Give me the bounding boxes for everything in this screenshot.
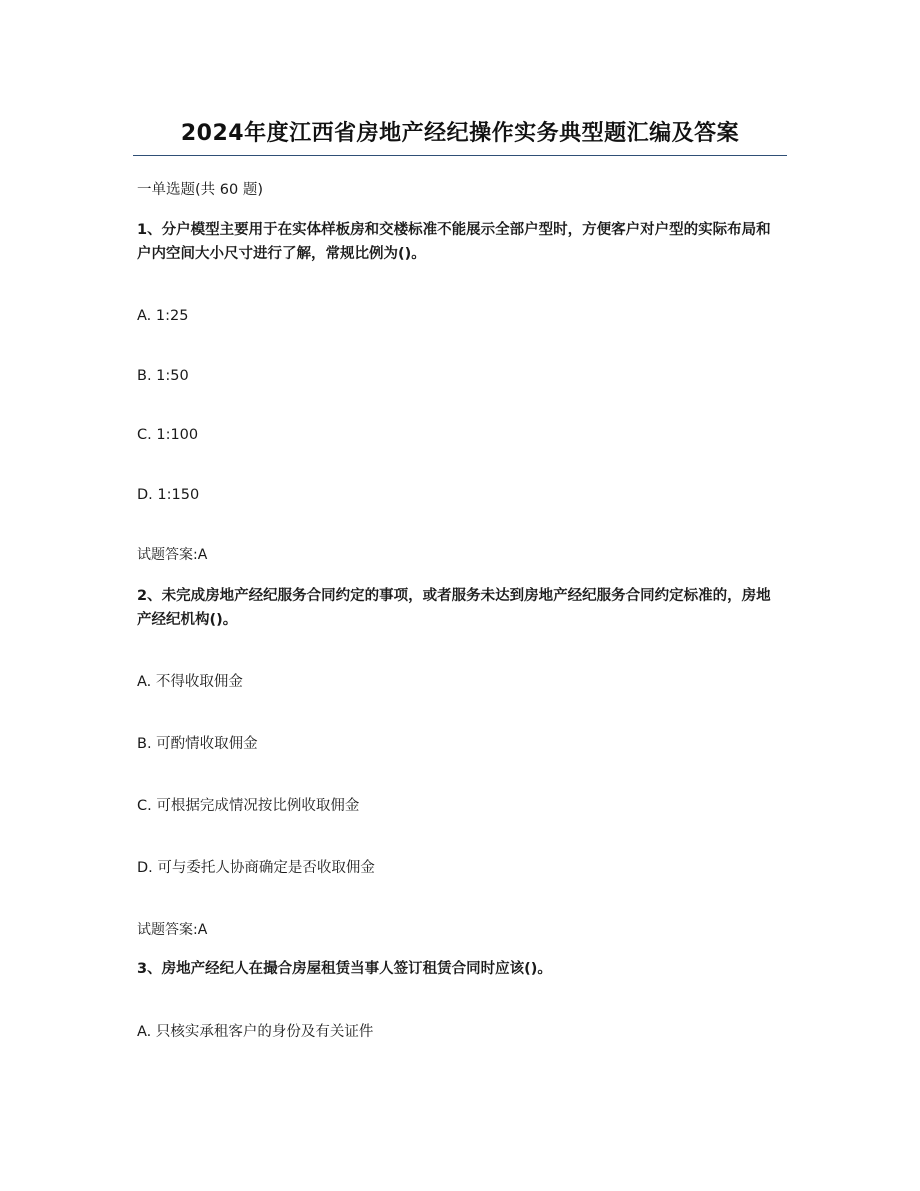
question-1-stem: 1、分户模型主要用于在实体样板房和交楼标准不能展示全部户型时，方便客户对户型的实际布局和户内空间大小尺寸进行了解，常规比例为()。 xyxy=(137,222,771,262)
question-2-stem: 2、未完成房地产经纪服务合同约定的事项，或者服务未达到房地产经纪服务合同约定标准的，房地产经纪机构()。 xyxy=(137,588,771,628)
question-2-option-c: C. 可根据完成情况按比例收取佣金 xyxy=(137,798,360,814)
question-1-option-c: C. 1:100 xyxy=(137,427,199,443)
question-1-option-d: D. 1:150 xyxy=(137,487,200,503)
question-2-option-b: B. 可酌情收取佣金 xyxy=(137,736,258,752)
question-1-answer: 试题答案:A xyxy=(137,547,208,563)
question-2-option-d: D. 可与委托人协商确定是否收取佣金 xyxy=(137,860,375,876)
question-2-option-a: A. 不得收取佣金 xyxy=(137,674,243,690)
question-1-option-a: A. 1:25 xyxy=(137,308,189,324)
title-divider xyxy=(133,155,787,156)
question-1-option-b: B. 1:50 xyxy=(137,368,189,384)
document-title: 2024年度江西省房地产经纪操作实务典型题汇编及答案 xyxy=(180,121,740,146)
section-header: 一单选题(共 60 题) xyxy=(137,182,263,198)
question-3-option-a: A. 只核实承租客户的身份及有关证件 xyxy=(137,1024,374,1040)
question-2-answer: 试题答案:A xyxy=(137,922,208,938)
question-3-stem: 3、房地产经纪人在撮合房屋租赁当事人签订租赁合同时应该()。 xyxy=(137,961,552,977)
